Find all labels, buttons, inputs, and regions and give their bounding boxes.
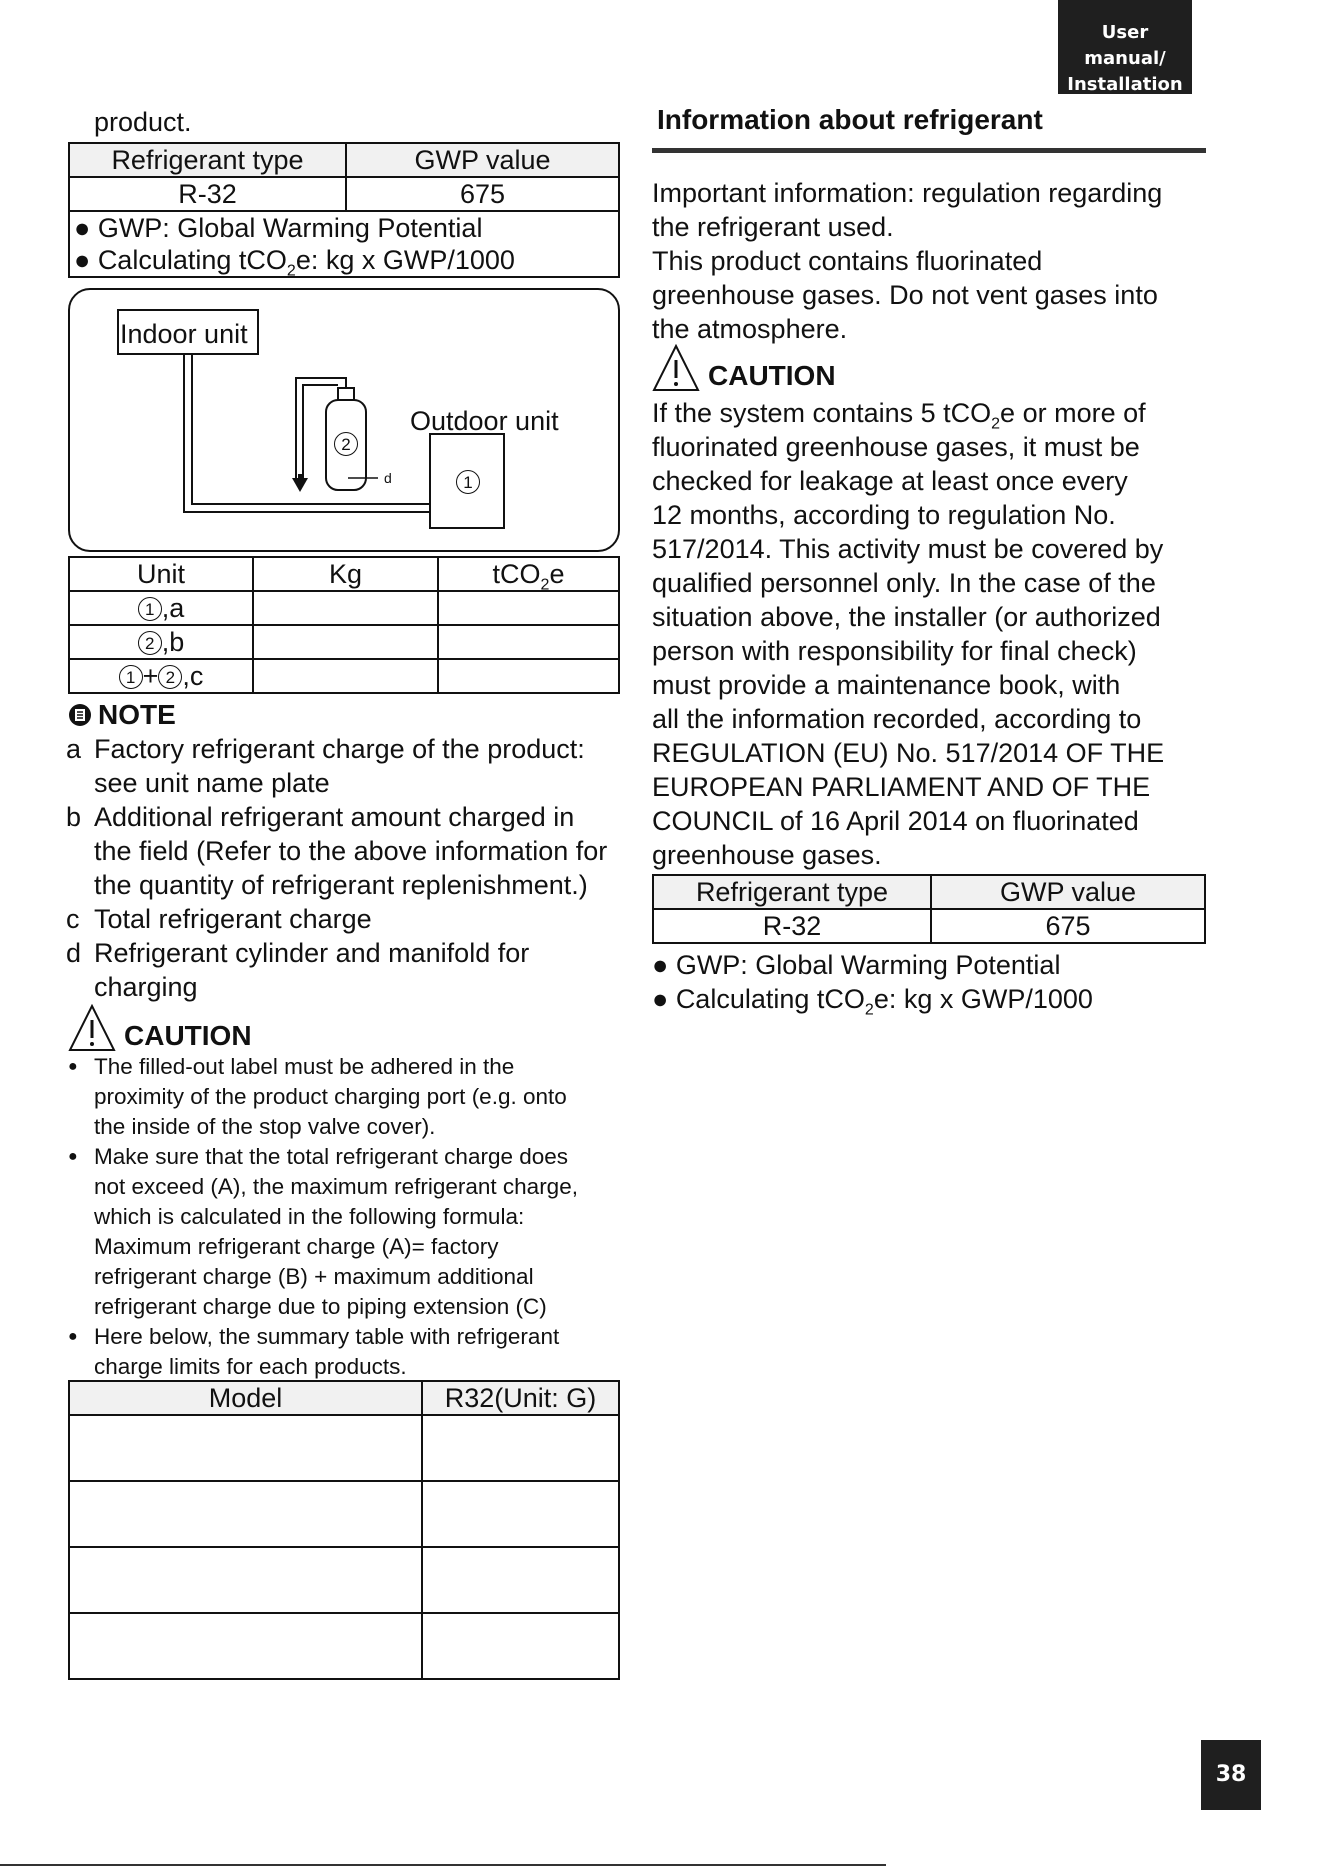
bullet-icon: ● — [68, 1148, 78, 1165]
model-cell — [69, 1547, 422, 1613]
indoor-unit-label: Indoor unit — [120, 319, 248, 349]
caution-title-right: CAUTION — [708, 360, 836, 391]
r32-cell — [422, 1481, 619, 1547]
note-item-b: b Additional refrigerant amount charged in the field (Refer to the above information for the quantity of refrigerant replenishment.) — [66, 802, 608, 900]
model-cell — [69, 1415, 422, 1481]
unit-row-c: 1 + 2 ,c — [69, 659, 253, 693]
r32-cell — [422, 1613, 619, 1679]
gwp-note-1: ● GWP: Global Warming Potential — [652, 950, 1061, 980]
tco2e-cell — [438, 591, 619, 625]
caution-title-left: CAUTION — [124, 1020, 252, 1051]
warning-triangle-icon — [68, 1004, 116, 1052]
section-title: Information about refrigerant — [657, 104, 1043, 135]
caution-heading-left — [68, 1004, 252, 1052]
caution-item-1: ● The filled-out label must be adhered in the proximity of the product charging port (e.g. onto the inside of the stop valve cover). — [68, 1054, 567, 1139]
regulation-paragraph: Important information: regulation regarding the refrigerant used. This product contains fluorinated greenhouse gases. Do not vent gases into the atmosphere. — [652, 178, 1163, 344]
r32-header: R32(Unit: G) — [422, 1381, 619, 1415]
unit-header: Unit — [69, 557, 253, 591]
gwp-cell-value: 675 — [346, 177, 619, 211]
bullet-icon: ● — [68, 1058, 78, 1075]
caution-heading-right — [652, 344, 836, 392]
note-item-c: c Total refrigerant charge — [66, 904, 372, 934]
gwp-table-right — [652, 874, 1206, 944]
note-icon — [68, 703, 92, 727]
title-rule — [652, 148, 1206, 153]
r32-cell — [422, 1547, 619, 1613]
kg-header: Kg — [253, 557, 438, 591]
bullet-icon: ● — [74, 245, 98, 275]
model-limits-table — [68, 1380, 620, 1680]
caution-first-line: If the system contains 5 tCO$_2$e or more of — [652, 398, 1146, 433]
header-line-2: Installation manual — [1067, 74, 1183, 121]
gwp-table-left — [68, 142, 620, 278]
cylinder-marker: 2 — [334, 432, 358, 456]
caution-item-2: ● Make sure that the total refrigerant charge does not exceed (A), the maximum refrigerant charge, which is calculated in the following formula: Maximum refrigerant charge (A)= factory refrigerant charge (B) + maximum additional refrigerant charge due to piping extension (C) — [68, 1144, 578, 1319]
bullet-icon: ● — [68, 1328, 78, 1345]
gwp-header-value: GWP value — [346, 143, 619, 177]
outdoor-unit-label: Outdoor unit — [410, 406, 559, 436]
unit-row-b: 2 ,b — [69, 625, 253, 659]
tco2e-cell — [438, 625, 619, 659]
note-item-d: d Refrigerant cylinder and manifold for charging — [66, 938, 530, 1002]
kg-cell — [253, 659, 438, 693]
unit-charge-table — [68, 556, 620, 694]
label-d: d — [384, 470, 392, 486]
note-item-a: a Factory refrigerant charge of the product: see unit name plate — [66, 734, 585, 798]
kg-cell — [253, 625, 438, 659]
bullet-icon: ● — [652, 950, 676, 980]
model-cell — [69, 1481, 422, 1547]
outdoor-marker: 1 — [456, 470, 480, 494]
bullet-icon: ● — [652, 984, 676, 1014]
gwp-note-2: ● Calculating tCO$_2$e: kg x GWP/1000 — [74, 245, 515, 280]
model-header: Model — [69, 1381, 422, 1415]
unit-row-a: 1 ,a — [69, 591, 253, 625]
gwp-cell-type: R-32 — [653, 909, 931, 943]
page-number: 38 — [1201, 1740, 1261, 1810]
note-heading — [68, 697, 176, 733]
model-cell — [69, 1613, 422, 1679]
gwp-notes-right — [652, 948, 1093, 1019]
kg-cell — [253, 591, 438, 625]
gwp-note-2: ● Calculating tCO$_2$e: kg x GWP/1000 — [652, 984, 1093, 1019]
refrigerant-diagram — [68, 288, 620, 552]
caution-item-3: ● Here below, the summary table with refrigerant charge limits for each products. — [68, 1324, 560, 1379]
header-line-1: User manual/ — [1084, 22, 1166, 69]
gwp-header-value: GWP value — [931, 875, 1205, 909]
warning-triangle-icon — [652, 344, 700, 392]
caution-list-left — [68, 1052, 578, 1382]
note-list — [66, 732, 607, 1004]
gwp-cell-type: R-32 — [69, 177, 346, 211]
gwp-cell-value: 675 — [931, 909, 1205, 943]
manual-header-tab — [1058, 0, 1192, 121]
tco2e-header: tCO$_2$e — [438, 557, 619, 591]
tco2e-cell — [438, 659, 619, 693]
gwp-notes-cell — [69, 211, 619, 280]
bullet-icon: ● — [74, 213, 98, 243]
bottom-rule — [0, 1864, 886, 1866]
gwp-note-1: ● GWP: Global Warming Potential — [74, 213, 483, 243]
caution-text-right: If the system contains 5 tCO$_2$e or more of fluorinated greenhouse gases, it must be checked for leakage at least once every 12 months, according to regulation No. 517/2014. This activity must be covered by qualified personnel only. In the case of the situation above, the installer (or authorized person with responsibility for final check) must provide a maintenance book, with all the information recorded, according to REGULATION (EU) No. 517/2014 OF THE EUROPEAN PARLIAMENT AND OF THE COUNCIL of 16 April 2014 on fluorinated greenhouse gases. — [652, 398, 1165, 870]
gwp-header-type: Refrigerant type — [653, 875, 931, 909]
r32-cell — [422, 1415, 619, 1481]
intro-text: product. — [94, 107, 192, 137]
note-title: NOTE — [98, 699, 176, 730]
gwp-header-type: Refrigerant type — [69, 143, 346, 177]
